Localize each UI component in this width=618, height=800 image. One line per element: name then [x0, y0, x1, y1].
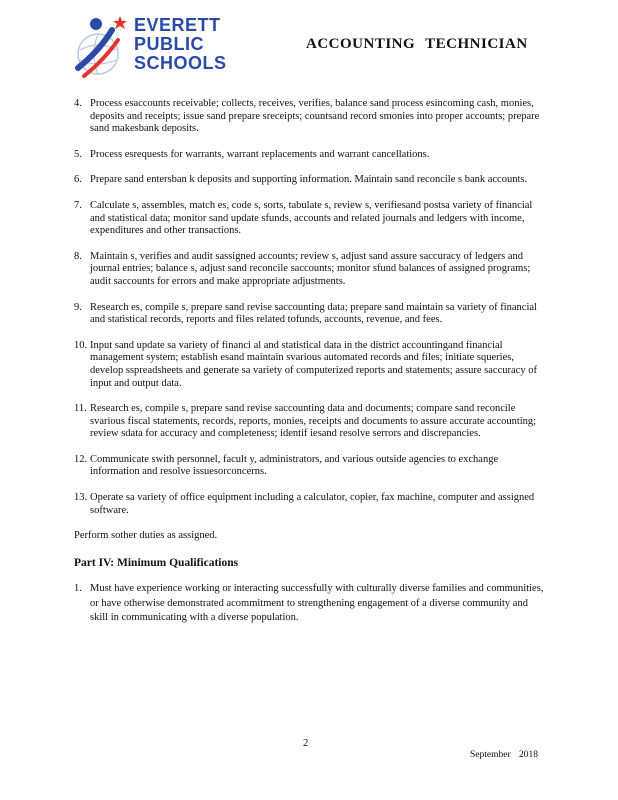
- item-number: 8.: [74, 250, 82, 262]
- item-number: 6.: [74, 174, 82, 186]
- page-number: 2: [303, 738, 309, 749]
- qualifications-list: [74, 582, 544, 626]
- list-item: [74, 340, 544, 390]
- document-title: ACCOUNTING TECHNICIAN: [306, 36, 528, 52]
- item-number: 4.: [74, 98, 82, 109]
- duties-list: [74, 98, 544, 517]
- item-text: Prepare sand entersban k deposits and supporting information. Maintain sand reconcile s bank accounts.: [90, 174, 528, 186]
- item-text: Process esrequests for warrants, warrant replacements and warrant cancellations.: [90, 148, 430, 160]
- document-body: [74, 98, 544, 626]
- list-item: [74, 302, 544, 327]
- item-text: Operate sa variety of office equipment including a calculator, copier, fax machine, computer and assigned software.: [90, 492, 535, 516]
- logo-line-2: PUBLIC: [134, 34, 204, 54]
- item-text: Input sand update sa variety of financi al and statistical data in the district accountingand financial management system; establish esand maintain svarious automated records and files; initiate squeries, develop sspreadsheets and generate sa variety of computerized reports and statements; assure saccuracy of input and output data.: [90, 339, 537, 389]
- item-text: Communicate swith personnel, facult y, administrators, and various outside agencies to exchange information and resolve issuesorconcerns.: [90, 453, 499, 478]
- item-text: Maintain s, verifies and audit sassigned accounts; review s, adjust sand assure saccuracy of ledgers and journal entries; balance s, adjust sand reconcile saccounts; monitor sfund balances of assigned programs; audit saccounts for errors and make appropriate adjustments.: [90, 250, 531, 287]
- item-number: 10.: [74, 339, 88, 351]
- item-number: 5.: [74, 148, 82, 160]
- logo-wordmark: [134, 16, 227, 73]
- item-text: Process esaccounts receivable; collects, receives, verifies, balance sand process esincoming cash, monies, deposits and receipts; issue sand prepare sreceipts; countsand record smonies into proper accounts; prepare sand makesbank deposits.: [90, 98, 540, 135]
- item-number: 12.: [74, 453, 88, 465]
- list-item: [74, 174, 544, 187]
- item-text: Research es, compile s, prepare sand revise saccounting data and documents; compare sand reconcile svarious fiscal statements, records, reports, monies, receipts and documents to assure accurate accounting; review sdata for accuracy and completeness; identif iesand resolve serrors and discrepancies.: [90, 403, 537, 440]
- list-item: [74, 582, 544, 626]
- list-item: [74, 403, 544, 441]
- item-number: 7.: [74, 199, 82, 211]
- section-heading: Part IV: Minimum Qualifications: [74, 556, 239, 569]
- item-number: 1.: [74, 583, 82, 595]
- list-item: [74, 454, 544, 479]
- list-item: [74, 251, 544, 289]
- list-item: [74, 492, 544, 517]
- item-number: 9.: [74, 301, 82, 313]
- item-text: Research es, compile s, prepare sand revise saccounting data; prepare sand maintain sa variety of financial and statistical records, reports and files related tofunds, accounts, revenue, and fees.: [90, 301, 537, 326]
- list-item: [74, 149, 544, 162]
- item-text: Calculate s, assembles, match es, code s, sorts, tabulate s, review s, verifiesand postsa variety of financial and statistical data; monitor sand update sfunds, accounts and related journals and ledgers with income, expenditures and other transactions.: [90, 199, 533, 237]
- logo-globe-figure-icon: [70, 10, 130, 80]
- item-number: 13.: [74, 492, 88, 504]
- item-text: Must have experience working or interacting successfully with culturally diverse families and communities, or have otherwise demonstrated acommitment to strengthening engagement of a diverse community and skill in communicating with a diverse population.: [90, 583, 544, 624]
- list-item: [74, 200, 544, 238]
- logo-line-1: EVERETT: [134, 15, 221, 35]
- footer-date: September 2018: [470, 750, 539, 760]
- everett-public-schools-logo: [70, 10, 240, 80]
- list-item: [74, 98, 544, 136]
- logo-line-3: SCHOOLS: [134, 53, 227, 73]
- other-duties-text: Perform sother duties as assigned.: [74, 530, 218, 542]
- item-number: 11.: [74, 403, 87, 415]
